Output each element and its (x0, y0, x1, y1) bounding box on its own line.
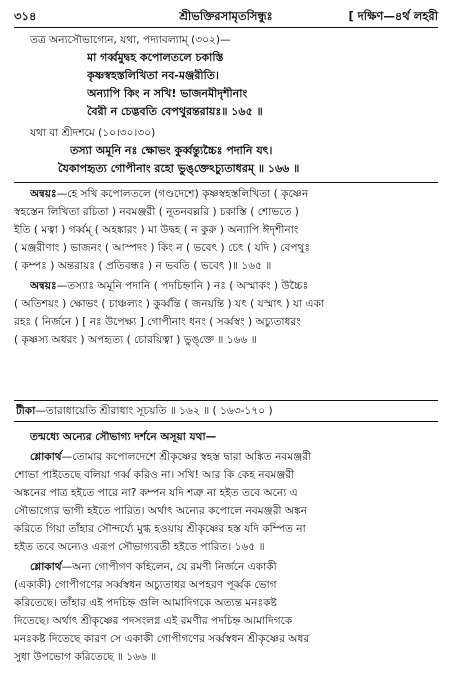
translation-line: শ্লোকার্থ—অন্য গোপীগণ কহিলেন, যে রমণী নির্জনে একাকী (30, 561, 277, 573)
anvaya-line: ( কৃষ্ণস্য অধরং ) অপহৃত্য ( চোরয়িত্বা ) ভুঙ্‌ক্তে ॥ ১৬৬ ॥ (14, 334, 257, 346)
anvaya-line: ইতি ( মত্বা ) গর্ব্বম্‌ ( অহঙ্কারং ) মা উদ্বহ ( ন কুরু ) অন্যাপি ঈদৃশীনাং (14, 224, 299, 236)
anvaya-line: ( অতিশয়ং ) ক্ষোভং ( চাঞ্চল্যং ) কুর্ব্বন্তি ( জনয়ন্তি ) যৎ ( যস্মাৎ ) যা একা (14, 298, 325, 310)
anvaya-line: রহঃ ( নির্জনে ) [ নঃ উপেক্ষ্য ] গোপীনাং ধনং ( সর্ব্বস্বং ) অচ্যুতাধরং (14, 316, 301, 328)
verse-line: বৈরী ন চেদ্ভবতি বেপথুরন্তরায়ঃ॥ ১৬৫ ॥ (87, 105, 263, 118)
verse-line: কৃষ্ণস্বহস্তলিখিতা নব-মঞ্জরীতি। (87, 69, 219, 82)
tika-box (14, 400, 438, 422)
running-title: শ্রীভক্তিরসামৃতসিন্ধুঃ (179, 9, 273, 23)
anvaya-label: অন্বয়ঃ (30, 280, 57, 292)
verse-line: তস্যা অমূনি নঃ ক্ষোভং কুর্ব্বন্ত্যুচ্চৈঃ পদানি যৎ। (70, 144, 273, 157)
translation-line: সুধা উপভোগ করিতেছে ॥ ১৬৬ ॥ (14, 651, 157, 663)
chapter-label: [ দক্ষিণ—৪র্থ লহরী (348, 9, 438, 23)
tika-line: টীকা—তারাধায়েতি শ্রীরাধাং সূচয়তি ॥ ১৬২ ॥ ( ১৬৩-১৭০ ) (16, 405, 273, 417)
page-number: ৩১৪ (14, 9, 37, 23)
translation-label: শ্লোকার্থ (30, 561, 62, 573)
translation-line: সৌভাগ্যের ভাগী হইতে পারিত। অর্থাৎ অন্যের কপোলে নবমঞ্জরী অঙ্কন (14, 505, 308, 517)
header-divider (14, 27, 438, 28)
verse-line: অন্যাপি কিং ন সখি! ভাজনমীদৃশীনাং (87, 87, 248, 100)
section-heading: তন্মধ্যে অন্যের সৌভাগ্য দর্শনে অসূয়া যথা— (30, 431, 217, 443)
page-header (14, 5, 438, 25)
anvaya-line: অন্বয়ঃ—হে সখি কপোলতলে (গণ্ডদেশে) কৃষ্ণস্বহস্তলিখিতা ( কৃষ্ণেন (30, 188, 309, 200)
translation-line: হইত তবে অন্যেও এরূপ সৌভাগ্যবতী হইতে পারিত। ১৬৫ ॥ (14, 541, 265, 553)
translation-line: দিতেছে। অর্থাৎ শ্রীকৃষ্ণের পদসংলগ্ন এই রমণীর পদচিহ্ন আমাদিগকে (14, 615, 293, 627)
tika-label: টীকা (16, 405, 36, 417)
translation-line: অঙ্কনের পাত্র হইতে পারে না? কম্পন যদি শত্রু না হইত তবে অন্যে এ (14, 487, 298, 499)
translation-line: শোভা পাইতেছে বলিয়া গর্ব্ব করিও না। সখি! আর কি কেহ নবমঞ্জরী (14, 469, 295, 481)
verse-divider (14, 182, 438, 183)
verse-line: মা গর্ব্বমুদ্বহ কপোলতলে চকাস্তি (87, 51, 224, 64)
anvaya-line: স্বহস্তেন লিখিতা রচিতা ) নবমঞ্জরী ( নূতনবল্লরি ) চকাস্তি ( শোভতে ) (14, 206, 299, 218)
translation-line: করিতেছে। তাঁহার এই পদচিহ্ন গুলি আমাদিগকে অত্যন্ত মনঃকষ্ট (14, 597, 277, 609)
translation-line: শ্লোকার্থ—তোমার কপোলদেশে শ্রীকৃষ্ণের স্বহস্ত দ্বারা অঙ্কিত নবমঞ্জরী (30, 451, 312, 463)
verse-intro: তত্র অন্যসৌভাগ্যেন, যথা, পদ্যাবল্যাম্‌ (৩০২)— (30, 34, 231, 46)
anvaya-label: অন্বয়ঃ (30, 188, 57, 200)
anvaya-line: অন্বয়ঃ—তস্যাঃ অমূনি পদানি ( পদচিহ্নানি ) নঃ ( অস্মাকং ) উচ্চৈঃ (30, 280, 309, 292)
translation-line: মনঃকষ্ট দিতেছে কারণ সে একাকী গোপীগণের সর্ব্বস্বধন শ্রীকৃষ্ণের অধর (14, 633, 310, 645)
translation-line: (একাকী) গোপীগণের সর্ব্বস্বধন অচ্যুতাধর অপহরণ পূর্ব্বক ভোগ (14, 579, 277, 591)
anvaya-line: ( কম্পঃ ) অন্তরায়ঃ ( প্রতিবন্ধঃ ) ন ভবতি ( ভবেৎ )॥ ১৬৫ ॥ (14, 260, 272, 272)
translation-label: শ্লোকার্থ (30, 451, 62, 463)
anvaya-line: ( মঞ্জরীণাং ) ভাজনং ( আস্পদং ) কিং ন ( ভবেৎ ) চেৎ ( যদি ) বেপথুঃ (14, 242, 311, 254)
verse-intro: যথা বা শ্রীদশমে (১০।৩০।৩০) (30, 127, 156, 139)
translation-line: করিতে গিয়া তাঁহার সৌন্দর্য্যে মুগ্ধ হওয়ায় শ্রীকৃষ্ণের হস্ত যদি কম্পিত না (14, 523, 306, 535)
verse-line: যৈকাপহৃত্য গোপীনাং রহো ভুঙ্‌ক্তেঽচ্যুতাধরম্‌ ॥ ১৬৬ ॥ (58, 162, 300, 175)
